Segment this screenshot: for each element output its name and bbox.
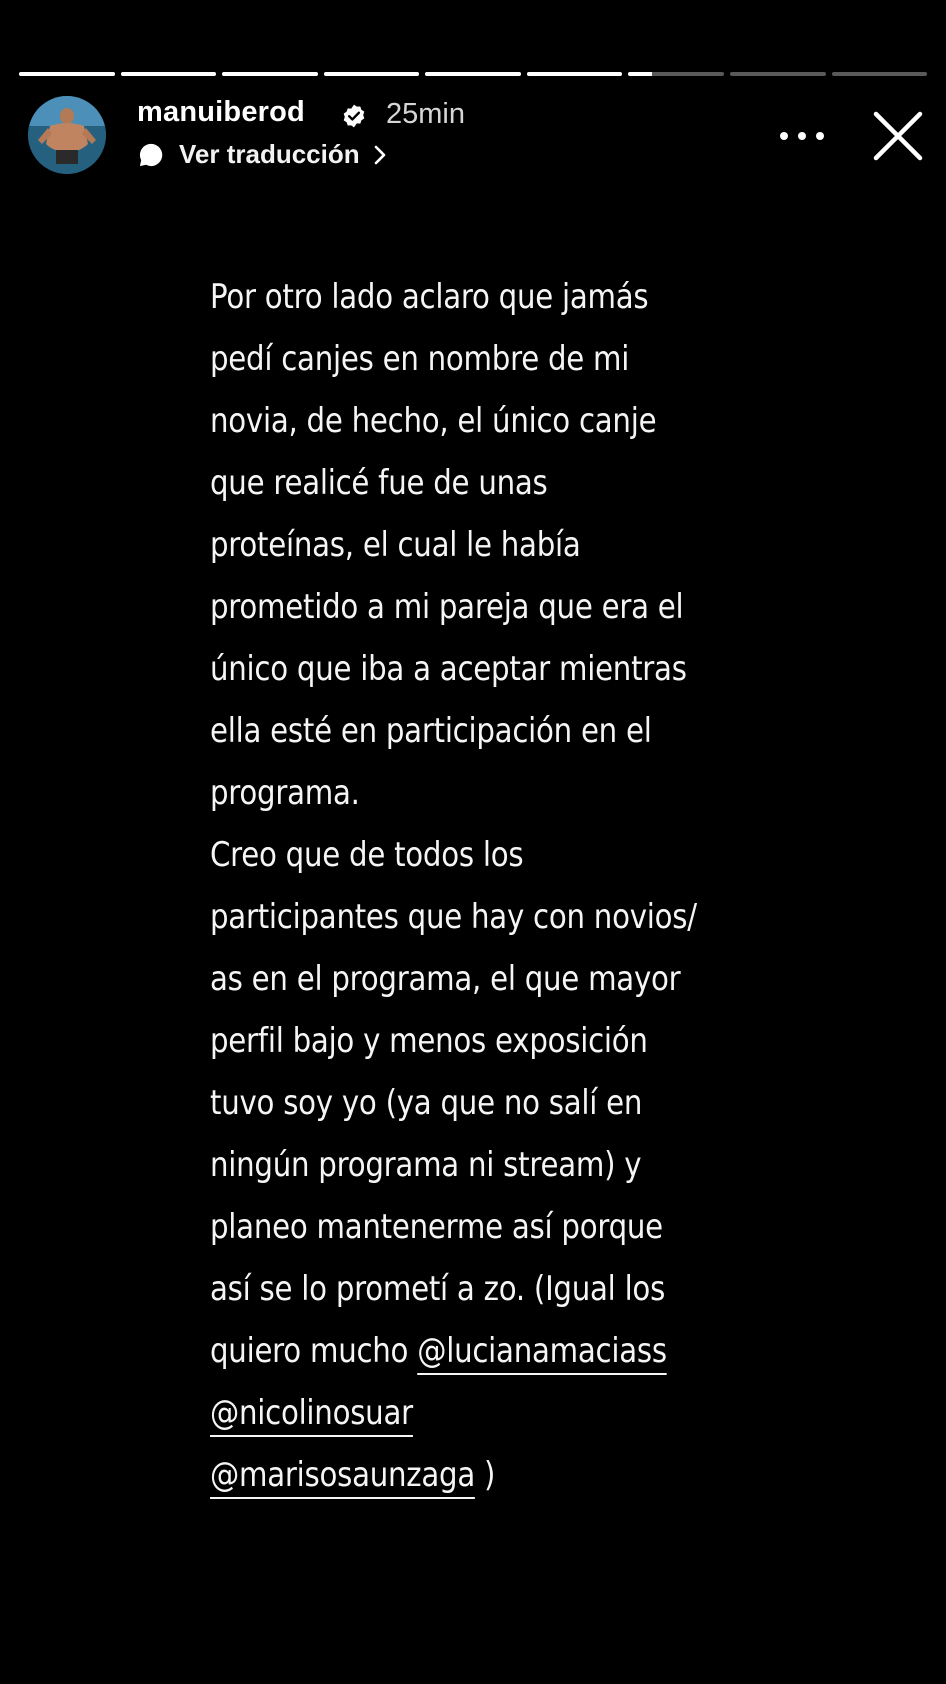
story-line: planeo mantenerme así porque bbox=[210, 1207, 663, 1247]
story-text bbox=[210, 266, 697, 1506]
story-text-fragment: quiero mucho bbox=[210, 1331, 418, 1371]
more-dots-icon[interactable] bbox=[780, 118, 824, 154]
story-line: Por otro lado aclaro que jamás bbox=[210, 277, 649, 317]
progress-segment bbox=[19, 72, 115, 76]
mention-link[interactable]: @nicolinosuar bbox=[210, 1393, 413, 1437]
verified-badge-icon bbox=[341, 103, 367, 129]
story-line: perfil bajo y menos exposición bbox=[210, 1021, 648, 1061]
story-text-fragment: ) bbox=[475, 1455, 496, 1495]
progress-segment bbox=[121, 72, 217, 76]
story-line: prometido a mi pareja que era el bbox=[210, 587, 684, 627]
story-line: ningún programa ni stream) y bbox=[210, 1145, 642, 1185]
progress-segment bbox=[832, 72, 928, 76]
story-line: programa. bbox=[210, 773, 360, 813]
speech-bubble-icon bbox=[137, 141, 165, 169]
post-time: 25min bbox=[386, 98, 465, 130]
progress-segment bbox=[222, 72, 318, 76]
progress-segment bbox=[628, 72, 724, 76]
story-line: que realicé fue de unas bbox=[210, 463, 548, 503]
progress-segment bbox=[730, 72, 826, 76]
story-line: único que iba a aceptar mientras bbox=[210, 649, 687, 689]
story-line bbox=[210, 1382, 692, 1444]
close-icon[interactable] bbox=[872, 110, 924, 162]
story-line: participantes que hay con novios/ bbox=[210, 897, 697, 937]
story-line: Creo que de todos los bbox=[210, 835, 524, 875]
chevron-right-icon bbox=[372, 144, 388, 166]
profile-avatar[interactable] bbox=[28, 96, 106, 174]
story-line: tuvo soy yo (ya que no salí en bbox=[210, 1083, 643, 1123]
story-line: proteínas, el cual le había bbox=[210, 525, 581, 565]
progress-segment bbox=[425, 72, 521, 76]
see-translation-button[interactable] bbox=[137, 139, 388, 170]
story-line: pedí canjes en nombre de mi bbox=[210, 339, 630, 379]
story-line: novia, de hecho, el único canje bbox=[210, 401, 657, 441]
mention-link[interactable]: @lucianamaciass bbox=[417, 1331, 667, 1375]
story-line bbox=[210, 1444, 692, 1506]
progress-segment bbox=[527, 72, 623, 76]
story-line bbox=[210, 1320, 692, 1382]
story-line: ella esté en participación en el bbox=[210, 711, 652, 751]
username[interactable]: manuiberod bbox=[137, 96, 305, 128]
story-progress-bar bbox=[19, 72, 927, 77]
progress-segment bbox=[324, 72, 420, 76]
mention-link[interactable]: @marisosaunzaga bbox=[210, 1455, 475, 1499]
story-line: así se lo prometí a zo. (Igual los bbox=[210, 1269, 666, 1309]
see-translation-label: Ver traducción bbox=[179, 139, 360, 169]
story-line: as en el programa, el que mayor bbox=[210, 959, 681, 999]
